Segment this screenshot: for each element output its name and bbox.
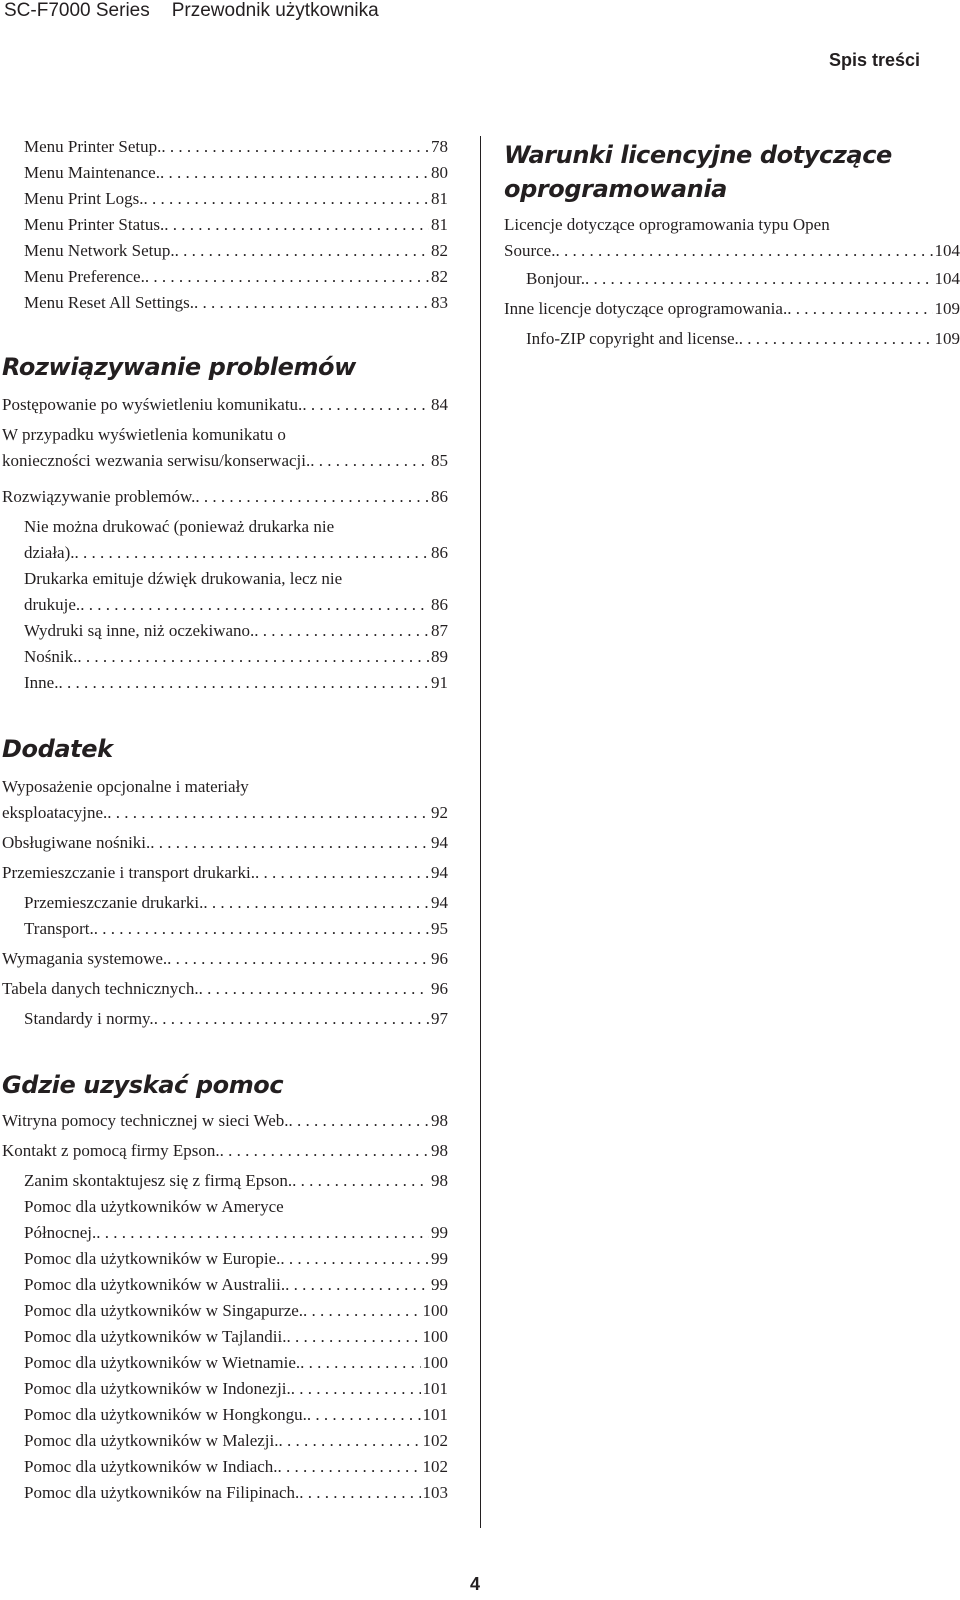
toc-entry-title: Pomoc dla użytkowników w Indiach.: [24, 1457, 278, 1476]
toc-entry-title: Pomoc dla użytkowników w Australii.: [24, 1275, 286, 1294]
toc-entry[interactable]: [2, 860, 448, 886]
leader-dots: [160, 160, 429, 186]
toc-entry-page: 104: [934, 269, 960, 288]
guide-title: Przewodnik użytkownika: [171, 0, 379, 21]
leader-dots: [291, 1376, 421, 1402]
toc-entry-title: Pomoc dla użytkowników na Filipinach.: [24, 1483, 300, 1502]
toc-entry-title: drukuje.: [24, 595, 81, 614]
toc-entry[interactable]: [504, 296, 960, 322]
running-header: [4, 0, 401, 22]
section-heading-line2: oprogramowania: [504, 175, 727, 203]
toc-entry[interactable]: [2, 830, 448, 856]
toc-entry-page: 82: [431, 267, 448, 286]
toc-entry[interactable]: [2, 946, 448, 972]
toc-entry-page: 86: [431, 543, 448, 562]
toc-entry-title-line1: Licencje dotyczące oprogramowania typu Open: [504, 215, 830, 234]
toc-entry-title: Północnej.: [24, 1223, 97, 1242]
page-number: 4: [470, 1574, 481, 1594]
leader-dots: [77, 644, 429, 670]
toc-entry-title: Postępowanie po wyświetleniu komunikatu.: [2, 395, 303, 414]
toc-entry-title-line1: Pomoc dla użytkowników w Ameryce: [24, 1197, 284, 1216]
leader-dots: [150, 830, 429, 856]
toc-entry-title: Menu Printer Setup.: [24, 137, 162, 156]
leader-dots: [289, 1108, 429, 1134]
toc-entry-page: 86: [431, 487, 448, 506]
toc-entry[interactable]: [24, 186, 448, 212]
leader-dots: [303, 1298, 420, 1324]
toc-entry[interactable]: [24, 916, 448, 942]
toc-entry-page: 103: [422, 1483, 448, 1502]
toc-entry[interactable]: [24, 290, 448, 316]
toc-entry-page: 94: [431, 833, 448, 852]
toc-entry[interactable]: [2, 484, 448, 510]
toc-entry-page: 99: [431, 1223, 448, 1242]
toc-entry-page: 101: [422, 1405, 448, 1424]
toc-entry-title: Info-ZIP copyright and license.: [526, 329, 739, 348]
leader-dots: [220, 1138, 429, 1164]
toc-entry[interactable]: [2, 392, 448, 418]
section-heading-licenses[interactable]: [504, 138, 892, 206]
leader-dots: [80, 592, 429, 618]
toc-entry-title: Przemieszczanie i transport drukarki.: [2, 863, 256, 882]
leader-dots: [285, 1272, 429, 1298]
toc-entry-page: 81: [431, 215, 448, 234]
leader-dots: [254, 618, 429, 644]
leader-dots: [195, 484, 429, 510]
toc-entry-page: 82: [431, 241, 448, 260]
leader-dots: [310, 448, 429, 474]
toc-entry-page: 96: [431, 949, 448, 968]
leader-dots: [107, 800, 429, 826]
toc-entry[interactable]: [24, 264, 448, 290]
leader-dots: [555, 238, 932, 264]
leader-dots: [203, 890, 429, 916]
toc-entry[interactable]: [2, 1108, 448, 1134]
toc-entry-title: Pomoc dla użytkowników w Indonezji.: [24, 1379, 291, 1398]
toc-entry-page: 109: [934, 329, 960, 348]
toc-entry-page: 84: [431, 395, 448, 414]
toc-entry-title: Inne.: [24, 673, 59, 692]
section-heading-troubleshooting[interactable]: Rozwiązywanie problemów: [2, 353, 356, 381]
toc-entry[interactable]: [24, 618, 448, 644]
toc-entry-title: Transport.: [24, 919, 94, 938]
toc-entry-title: Source.: [504, 241, 556, 260]
toc-entry[interactable]: [24, 1272, 448, 1298]
toc-entry[interactable]: [24, 1006, 448, 1032]
toc-entry[interactable]: [24, 1168, 448, 1194]
toc-entry-title: Pomoc dla użytkowników w Europie.: [24, 1249, 281, 1268]
toc-entry-title: działa).: [24, 543, 75, 562]
toc-entry-title: eksploatacyjne.: [2, 803, 108, 822]
toc-entry-page: 100: [422, 1353, 448, 1372]
leader-dots: [75, 540, 430, 566]
toc-entry-title: Zanim skontaktujesz się z firmą Epson.: [24, 1171, 293, 1190]
toc-entry-page: 92: [431, 803, 448, 822]
toc-entry[interactable]: [24, 514, 448, 566]
toc-entry[interactable]: [24, 1428, 448, 1454]
toc-entry[interactable]: [526, 266, 960, 292]
toc-entry-page: 83: [431, 293, 448, 312]
toc-entry-page: 99: [431, 1249, 448, 1268]
toc-entry[interactable]: [24, 1194, 448, 1246]
column-divider: [480, 136, 481, 1528]
toc-entry-page: 86: [431, 595, 448, 614]
toc-entry-title: Menu Preference.: [24, 267, 145, 286]
toc-entry[interactable]: [24, 1350, 448, 1376]
toc-entry-title: Wymagania systemowe.: [2, 949, 168, 968]
toc-entry-title: Pomoc dla użytkowników w Malezji.: [24, 1431, 279, 1450]
toc-entry[interactable]: [24, 644, 448, 670]
toc-entry-page: 95: [431, 919, 448, 938]
toc-entry-page: 78: [431, 137, 448, 156]
toc-entry-title: Przemieszczanie drukarki.: [24, 893, 204, 912]
toc-entry-title: Pomoc dla użytkowników w Hongkongu.: [24, 1405, 307, 1424]
toc-entry-page: 102: [422, 1457, 448, 1476]
toc-entry-page: 91: [431, 673, 448, 692]
leader-dots: [143, 186, 429, 212]
leader-dots: [302, 392, 429, 418]
toc-entry-title: Menu Maintenance.: [24, 163, 160, 182]
toc-entry-page: 109: [934, 299, 960, 318]
toc-entry-title-line1: Drukarka emituje dźwięk drukowania, lecz nie: [24, 569, 343, 588]
toc-entry-page: 104: [934, 241, 960, 260]
toc-entry-title: Inne licencje dotyczące oprogramowania.: [504, 299, 788, 318]
leader-dots: [154, 1006, 429, 1032]
toc-entry-title-line1: W przypadku wyświetlenia komunikatu o: [2, 425, 286, 444]
toc-entry[interactable]: [24, 890, 448, 916]
toc-entry[interactable]: [24, 238, 448, 264]
toc-entry-title: Menu Printer Status.: [24, 215, 165, 234]
section-title: Spis treści: [828, 50, 920, 70]
toc-entry-title: Pomoc dla użytkowników w Wietnamie.: [24, 1353, 301, 1372]
toc-entry-page: 94: [431, 863, 448, 882]
toc-entry-title: Menu Print Logs.: [24, 189, 144, 208]
toc-entry-title-line1: Nie można drukować (ponieważ drukarka nie: [24, 517, 335, 536]
toc-entry[interactable]: [24, 1402, 448, 1428]
toc-entry-title: Witryna pomocy technicznej w sieci Web.: [2, 1111, 289, 1130]
toc-entry-title: Bonjour.: [526, 269, 586, 288]
toc-entry[interactable]: [24, 670, 448, 696]
toc-entry-title: Nośnik.: [24, 647, 78, 666]
toc-entry[interactable]: [24, 1454, 448, 1480]
leader-dots: [58, 670, 429, 696]
leader-dots: [255, 860, 429, 886]
toc-entry[interactable]: [24, 566, 448, 618]
toc-entry[interactable]: [504, 212, 960, 264]
leader-dots: [280, 1246, 429, 1272]
toc-entry-page: 80: [431, 163, 448, 182]
toc-entry-title: Menu Network Setup.: [24, 241, 175, 260]
toc-entry[interactable]: [24, 1246, 448, 1272]
toc-entry-title: Menu Reset All Settings.: [24, 293, 194, 312]
leader-dots: [278, 1454, 421, 1480]
toc-entry-page: 101: [422, 1379, 448, 1398]
toc-entry-page: 100: [422, 1301, 448, 1320]
leader-dots: [585, 266, 932, 292]
toc-entry-page: 98: [431, 1111, 448, 1130]
toc-entry-page: 99: [431, 1275, 448, 1294]
toc-entry-title: Obsługiwane nośniki.: [2, 833, 151, 852]
leader-dots: [292, 1168, 429, 1194]
toc-entry[interactable]: [526, 326, 960, 352]
toc-entry-page: 87: [431, 621, 448, 640]
toc-entry-page: 97: [431, 1009, 448, 1028]
leader-dots: [739, 326, 933, 352]
leader-dots: [167, 946, 429, 972]
leader-dots: [145, 264, 429, 290]
toc-entry[interactable]: [2, 1138, 448, 1164]
leader-dots: [199, 976, 429, 1002]
toc-entry[interactable]: [2, 422, 448, 474]
toc-entry-page: 89: [431, 647, 448, 666]
leader-dots: [787, 296, 932, 322]
leader-dots: [279, 1428, 421, 1454]
toc-entry-title: Pomoc dla użytkowników w Tajlandii.: [24, 1327, 287, 1346]
leader-dots: [175, 238, 429, 264]
toc-entry-title-line1: Wyposażenie opcjonalne i materiały: [2, 777, 249, 796]
toc-entry-title: Kontakt z pomocą firmy Epson.: [2, 1141, 220, 1160]
toc-entry-title: Standardy i normy.: [24, 1009, 154, 1028]
leader-dots: [94, 916, 429, 942]
toc-entry[interactable]: [24, 134, 448, 160]
toc-entry-page: 96: [431, 979, 448, 998]
toc-entry[interactable]: [24, 1376, 448, 1402]
toc-entry[interactable]: [24, 1324, 448, 1350]
leader-dots: [164, 212, 429, 238]
toc-entry-title: Pomoc dla użytkowników w Singapurze.: [24, 1301, 304, 1320]
product-name: SC-F7000 Series: [4, 0, 150, 21]
leader-dots: [307, 1402, 421, 1428]
leader-dots: [300, 1350, 420, 1376]
leader-dots: [161, 134, 429, 160]
section-heading-appendix[interactable]: Dodatek: [2, 735, 113, 763]
toc-entry-page: 94: [431, 893, 448, 912]
toc-entry[interactable]: [24, 1480, 448, 1506]
toc-entry-page: 98: [431, 1171, 448, 1190]
toc-entry-title: Rozwiązywanie problemów.: [2, 487, 196, 506]
leader-dots: [299, 1480, 420, 1506]
leader-dots: [96, 1220, 429, 1246]
section-heading-line1: Warunki licencyjne dotyczące: [504, 141, 892, 169]
toc-entry[interactable]: [2, 976, 448, 1002]
toc-entry[interactable]: [24, 160, 448, 186]
leader-dots: [286, 1324, 420, 1350]
toc-entry[interactable]: [2, 774, 448, 826]
toc-entry-page: 81: [431, 189, 448, 208]
toc-entry-title: Tabela danych technicznych.: [2, 979, 199, 998]
toc-entry[interactable]: [24, 212, 448, 238]
leader-dots: [194, 290, 429, 316]
toc-entry-page: 100: [422, 1327, 448, 1346]
toc-entry[interactable]: [24, 1298, 448, 1324]
toc-entry-title: konieczności wezwania serwisu/konserwacji.: [2, 451, 311, 470]
section-heading-help[interactable]: Gdzie uzyskać pomoc: [2, 1071, 284, 1099]
toc-entry-page: 98: [431, 1141, 448, 1160]
toc-entry-page: 85: [431, 451, 448, 470]
toc-entry-title: Wydruki są inne, niż oczekiwano.: [24, 621, 255, 640]
toc-entry-page: 102: [422, 1431, 448, 1450]
